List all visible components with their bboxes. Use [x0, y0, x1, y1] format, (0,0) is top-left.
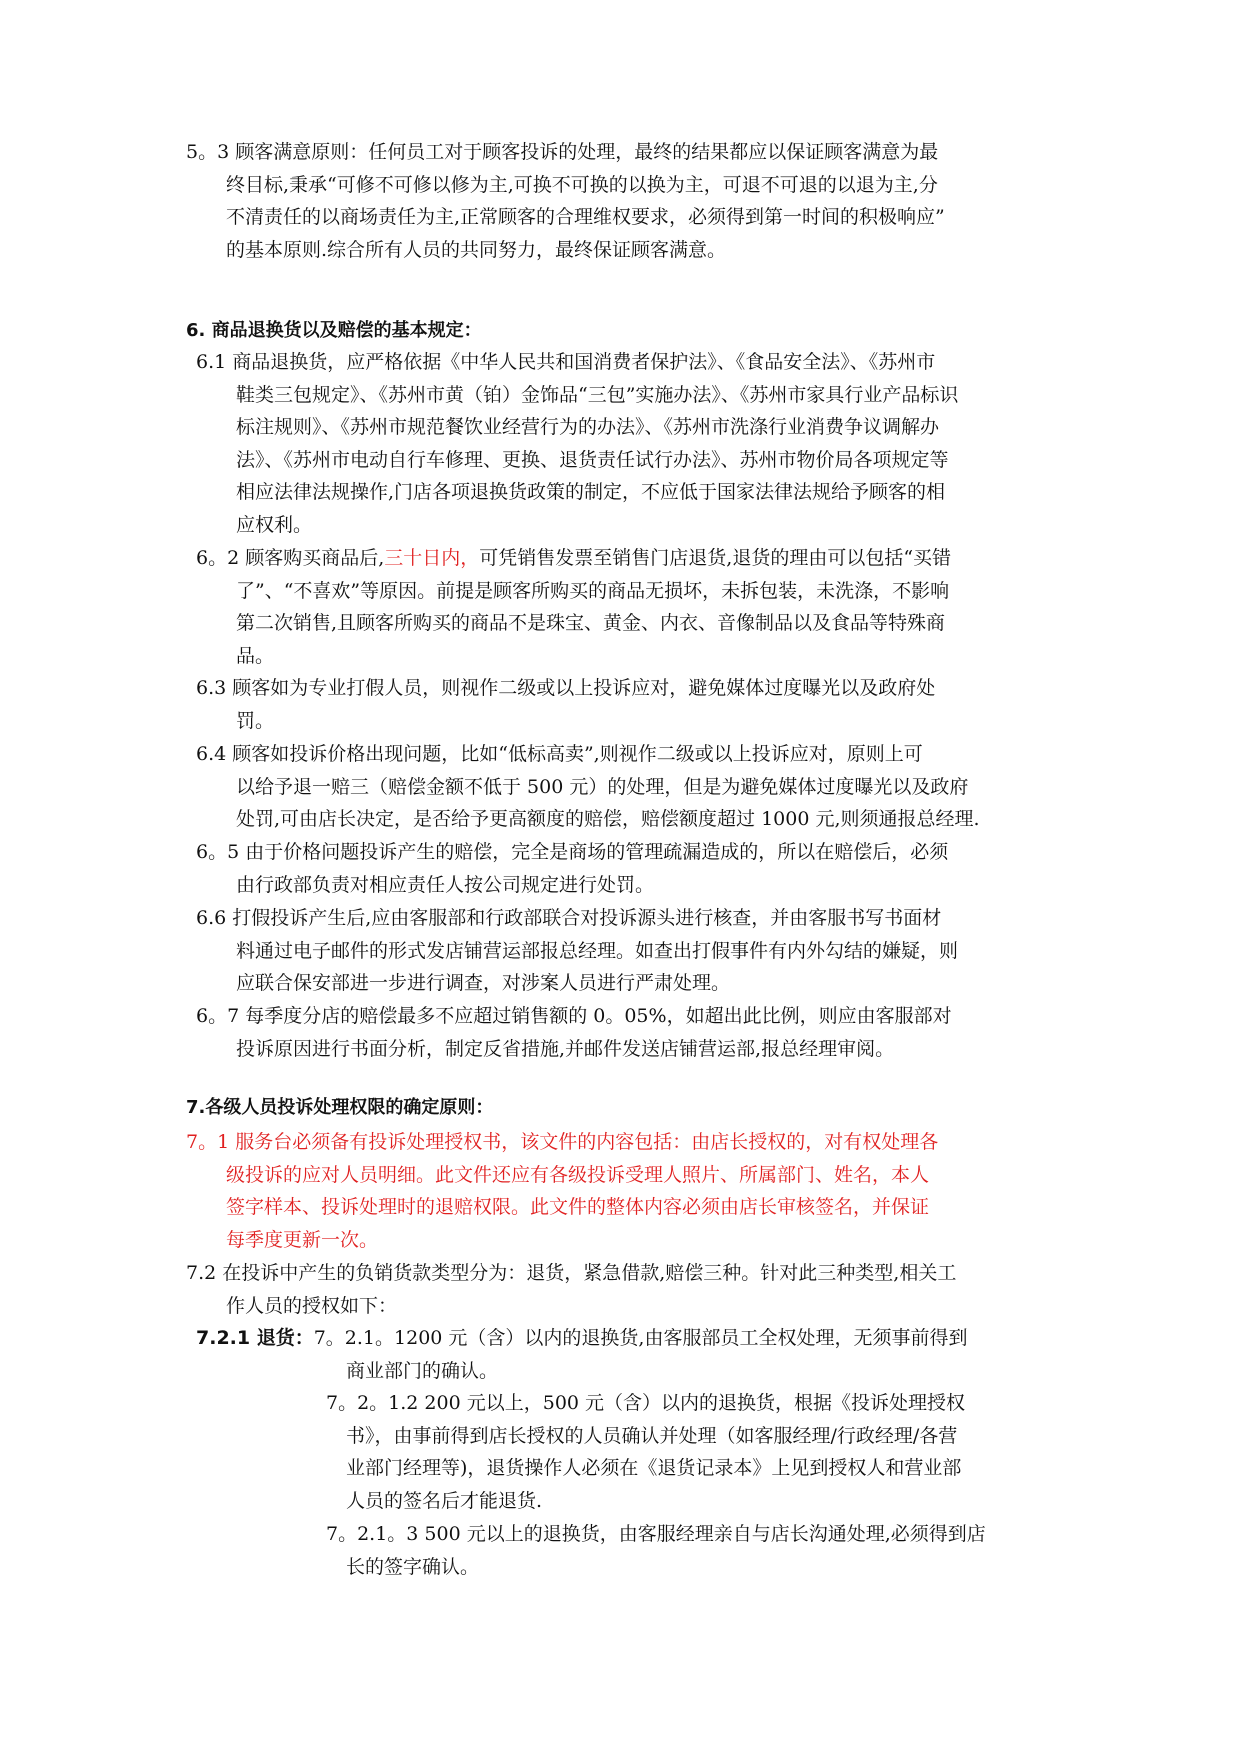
paragraph-line: 7。1 服务台必须备有投诉处理授权书，该文件的内容包括：由店长授权的，对有权处理各: [186, 1131, 939, 1153]
paragraph-line: 了”、“不喜欢”等原因。前提是顾客所购买的商品无损坏，未拆包装，未洗涤，不影响: [236, 579, 950, 602]
paragraph-line: 品。: [236, 644, 275, 667]
item-6-6: [196, 902, 1086, 1000]
item-7-1: [186, 1126, 1086, 1256]
paragraph-line: 6.4 顾客如投诉价格出现问题，比如“低标高卖”,则视作二级或以上投诉应对，原则上可: [196, 743, 923, 765]
paragraph-line: 业部门经理等)，退货操作人必须在《退货记录本》上见到授权人和营业部: [346, 1457, 962, 1480]
paragraph-line: 投诉原因进行书面分析，制定反省措施,并邮件发送店铺营运部,报总经理审阅。: [236, 1037, 895, 1060]
item-7-2: [186, 1257, 1086, 1322]
item-6-5: [196, 836, 1086, 901]
highlighted-text: 三十日内，: [384, 547, 480, 569]
item-7-2-1: [196, 1322, 1086, 1387]
section-5-3: [186, 136, 1086, 266]
paragraph-line: 料通过电子邮件的形式发店铺营运部报总经理。如查出打假事件有内外勾结的嫌疑，则: [236, 939, 959, 962]
paragraph-line: 的基本原则.综合所有人员的共同努力，最终保证顾客满意。: [226, 238, 727, 261]
paragraph-line: 长的签字确认。: [346, 1555, 480, 1578]
paragraph-line: 商业部门的确认。: [346, 1359, 499, 1382]
text-segment: 7。2.1。1200 元（含）以内的退换货,由客服部员工全权处理，无须事前得到: [313, 1327, 968, 1349]
paragraph-line: 书》，由事前得到店长授权的人员确认并处理（如客服经理/行政经理/各营: [346, 1424, 958, 1447]
item-6-1: [196, 346, 1086, 542]
item-6-4: [196, 738, 1086, 836]
paragraph-line: 第二次销售,且顾客所购买的商品不是珠宝、黄金、内衣、音像制品以及食品等特殊商: [236, 612, 946, 635]
paragraph-line: 应权利。: [236, 513, 313, 536]
paragraph-line: 罚。: [236, 709, 275, 732]
paragraph-line: [196, 542, 1086, 575]
paragraph-line: 标注规则》、《苏州市规范餐饮业经营行为的办法》、《苏州市洗涤行业消费争议调解办: [236, 416, 940, 439]
item-7-2-1-3: [326, 1518, 1086, 1583]
paragraph-line: 6.3 顾客如为专业打假人员，则视作二级或以上投诉应对，避免媒体过度曝光以及政府处: [196, 677, 936, 699]
paragraph-line: 处罚,可由店长决定，是否给予更高额度的赔偿，赔偿额度超过 1000 元,则须通报总经理.: [236, 808, 980, 831]
paragraph-line: 5。3 顾客满意原则：任何员工对于顾客投诉的处理，最终的结果都应以保证顾客满意为最: [186, 141, 939, 163]
paragraph-line: 人员的签名后才能退货.: [346, 1489, 543, 1512]
paragraph-line: 7.2 在投诉中产生的负销货款类型分为：退货，紧急借款,赔偿三种。针对此三种类型,相关工: [186, 1262, 957, 1284]
paragraph-line: 7。2。1.2 200 元以上，500 元（含）以内的退换货，根据《投诉处理授权: [326, 1392, 966, 1414]
paragraph-line: 相应法律法规操作,门店各项退换货政策的制定，不应低于国家法律法规给予顾客的相: [236, 481, 946, 504]
paragraph-line: 签字样本、投诉处理时的退赔权限。此文件的整体内容必须由店长审核签名，并保证: [226, 1196, 930, 1219]
paragraph-line: 不清责任的以商场责任为主,正常顾客的合理维权要求，必须得到第一时间的积极响应”: [226, 206, 945, 229]
paragraph-line: 应联合保安部进一步进行调查，对涉案人员进行严肃处理。: [236, 972, 731, 995]
paragraph-line: 级投诉的应对人员明细。此文件还应有各级投诉受理人照片、所属部门、姓名，本人: [226, 1163, 930, 1186]
paragraph-line: [196, 1322, 1086, 1355]
paragraph-line: 作人员的授权如下：: [226, 1294, 398, 1317]
paragraph-line: 7。2.1。3 500 元以上的退换货，由客服经理亲自与店长沟通处理,必须得到店: [326, 1523, 986, 1545]
paragraph-line: 6。5 由于价格问题投诉产生的赔偿，完全是商场的管理疏漏造成的，所以在赔偿后，必须: [196, 841, 949, 863]
paragraph-line: 鞋类三包规定》、《苏州市黄（铂）金饰品“三包”实施办法》、《苏州市家具行业产品标识: [236, 383, 959, 406]
section-6-heading: 6. 商品退换货以及赔偿的基本规定：: [186, 320, 482, 341]
paragraph-line: 终目标,秉承“可修不可修以修为主,可换不可换的以换为主，可退不可退的以退为主,分: [226, 173, 938, 196]
paragraph-line: 每季度更新一次。: [226, 1228, 379, 1251]
section-7-heading: 7.各级人员投诉处理权限的确定原则：: [186, 1097, 494, 1118]
paragraph-line: 6。7 每季度分店的赔偿最多不应超过销售额的 0。05%，如超出此比例，则应由客服部对: [196, 1005, 952, 1027]
paragraph-line: 6.6 打假投诉产生后,应由客服部和行政部联合对投诉源头进行核查，并由客服书写书面材: [196, 907, 942, 929]
item-6-3: [196, 672, 1086, 737]
paragraph-line: 以给予退一赔三（赔偿金额不低于 500 元）的处理，但是为避免媒体过度曝光以及政府: [236, 775, 969, 798]
paragraph-line: 由行政部负责对相应责任人按公司规定进行处罚。: [236, 873, 655, 896]
paragraph-line: 法》、《苏州市电动自行车修理、更换、退货责任试行办法》、苏州市物价局各项规定等: [236, 448, 949, 471]
text-segment: 6。2 顾客购买商品后,: [196, 547, 385, 569]
paragraph-line: 6.1 商品退换货，应严格依据《中华人民共和国消费者保护法》、《食品安全法》、《苏州市: [196, 351, 936, 373]
subitem-label: 7.2.1 退货：: [196, 1327, 314, 1349]
item-7-2-1-2: [326, 1387, 1086, 1517]
item-6-7: [196, 1000, 1086, 1065]
item-6-2: [196, 542, 1086, 672]
text-segment: 可凭销售发票至销售门店退货,退货的理由可以包括“买错: [479, 547, 952, 569]
